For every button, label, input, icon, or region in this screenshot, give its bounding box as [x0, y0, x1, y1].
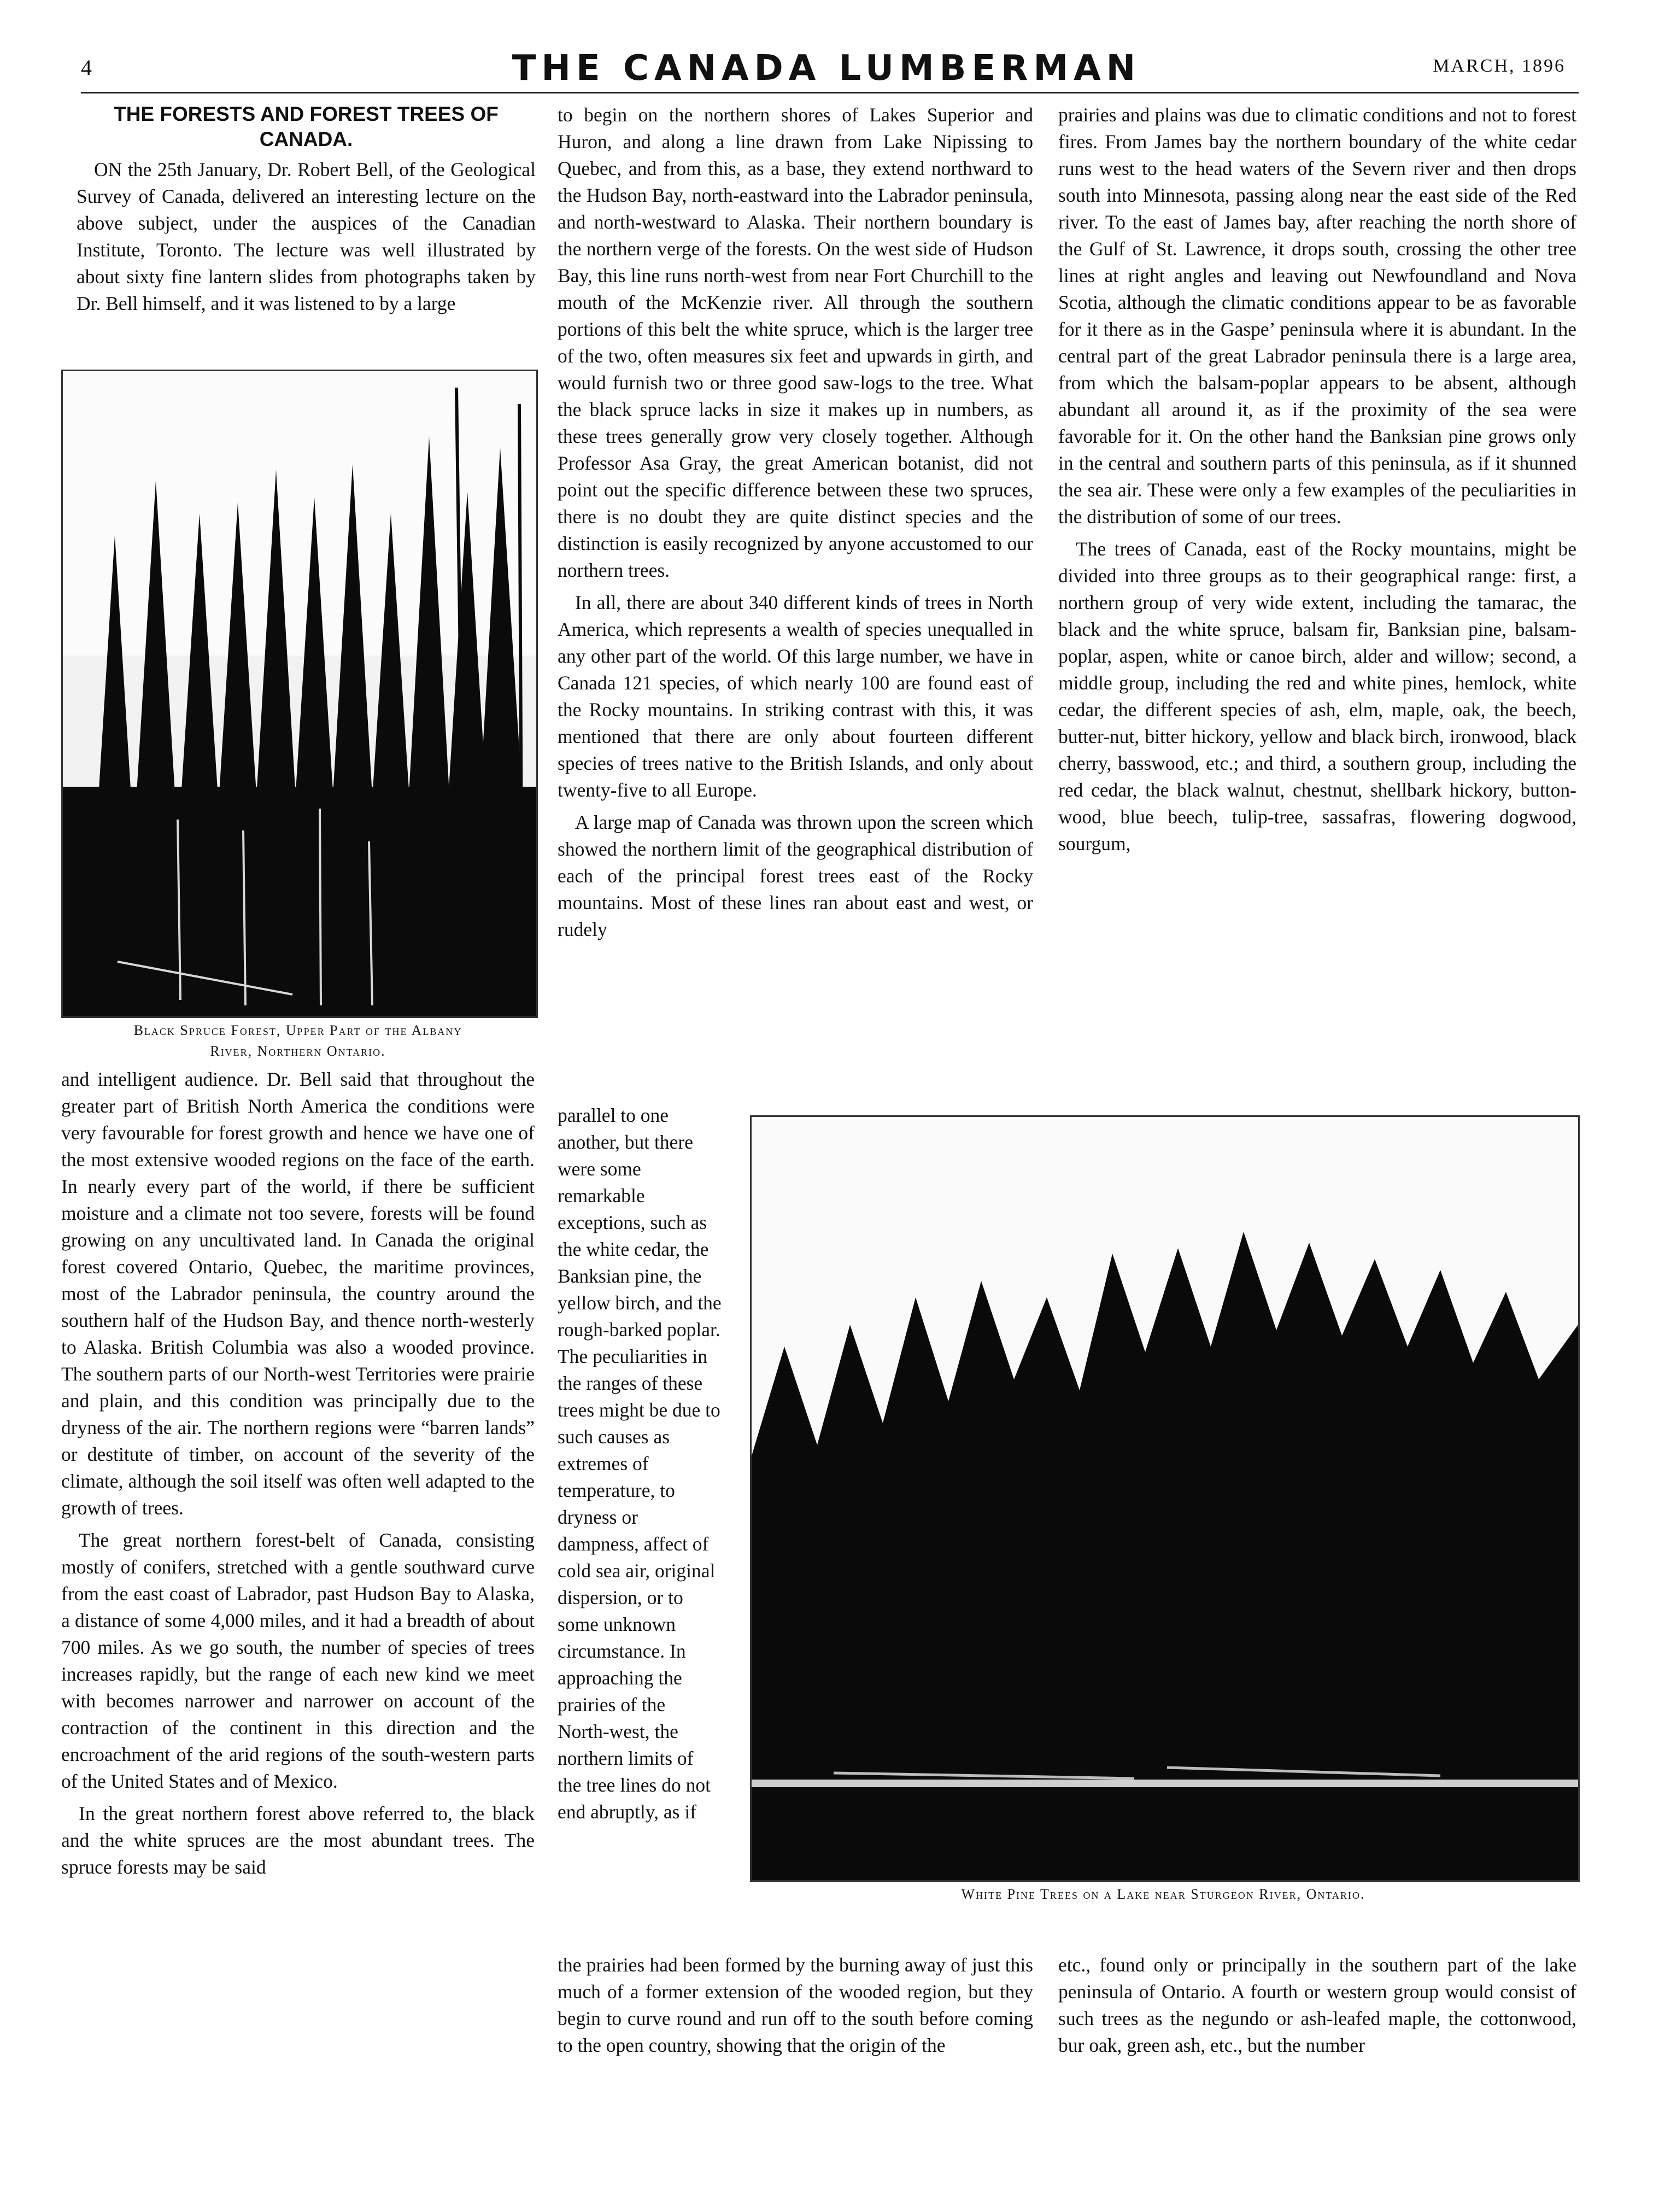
col2-paragraph-2: In all, there are about 340 different kinds of trees in North America, which represents a wealth of species unequalled in any other part of the world. Of this large number, we have in Canada 121 species, of which nearly 100 are found east of the Rocky mountains. In striking contrast with this, it was mentioned that there are only about fourteen different species of trees native to the British Islands, and only about twenty-five to all Europe. [558, 592, 1033, 801]
column-1-top [77, 102, 536, 317]
spruce-forest-illustration [63, 371, 536, 1016]
masthead: THE CANADA LUMBERMAN [512, 48, 1141, 89]
column-2-bottom [558, 1952, 1033, 2059]
col3-bottom-paragraph: etc., found only or principally in the southern part of the lake peninsula of Ontario. A fourth or western group would consist of such trees as the negundo or ash-leafed maple, the cottonwood, bur oak, green ash, etc., but the number [1058, 1954, 1576, 2056]
column-3-top [1058, 102, 1576, 857]
col2-bottom-paragraph: the prairies had been formed by the burning away of just this much of a former extension of the wooded region, but they begin to curve round and run off to the south before coming to the open country, showing that the origin of the [558, 1954, 1033, 2056]
col2-paragraph-3: A large map of Canada was thrown upon the screen which showed the northern limit of the geographical distribution of each of the principal forest trees east of the Rocky mountains. Most of these lines ran about east and west, or rudely [558, 811, 1033, 940]
page-number: 4 [81, 55, 92, 80]
col3-paragraph-2: The trees of Canada, east of the Rocky mountains, might be divided into three groups as to their geographical range: first, a northern group of very wide extent, including the tamarac, the black and the white spruce, balsam fir, Banksian pine, balsam-poplar, aspen, white or canoe birch, alder and willow; second, a middle group, including the red and white pines, hemlock, white cedar, the different species of ash, elm, maple, oak, the beech, butter-nut, bitter hickory, yellow and black birch, ironwood, black cherry, basswood, etc.; and third, a southern group, including the red cedar, the black walnut, chestnut, shellbark hickory, button-wood, blue beech, tulip-tree, sassafras, flowering dogwood, sourgum, [1058, 538, 1576, 855]
col1-paragraph-1: and intelligent audience. Dr. Bell said that throughout the greater part of British North America the conditions were very favourable for forest growth and hence we have one of the most extensive wooded regions on the face of the earth. In nearly every part of the world, if there be sufficient moisture and a climate not too severe, forests will be found growing on any uncultivated land. In Canada the original forest covered Ontario, Quebec, the maritime provinces, most of the Labrador peninsula, the country around the southern half of the Hudson Bay, and thence north-westerly to Alaska. British Columbia was also a wooded province. The southern parts of our North-west Territories were prairie and plain, and this condition was principally due to the dryness of the air. The northern regions were “barren lands” or destitute of timber, on account of the severity of the climate, although the soil itself was often well adapted to the growth of trees. [61, 1068, 535, 1519]
photo1-caption-line2: River, Northern Ontario. [210, 1043, 386, 1059]
column-2-narrow [558, 1102, 722, 1825]
photo1-caption [61, 1020, 535, 1062]
column-2-top [558, 102, 1033, 943]
column-3-bottom [1058, 1952, 1576, 2059]
column-1-bottom [61, 1066, 535, 1881]
col2-paragraph-1: to begin on the northern shores of Lakes Superior and Huron, and along a line drawn from Lake Nipissing to Quebec, and from this, as a base, they extend northward to the Hudson Bay, north-eastward into the Labrador peninsula, and north-westward to Alaska. Their northern boundary is the northern verge of the forests. On the west side of Hudson Bay, this line runs north-west from near Fort Churchill to the mouth of the McKenzie river. All through the southern portions of this belt the white spruce, which is the larger tree of the two, often measures six feet and upwards in girth, and would furnish two or three good saw-logs to the tree. What the black spruce lacks in size it makes up in numbers, as these trees generally grow very closely together. Although Professor Asa Gray, the great American botanist, did not point out the specific difference between these two spruces, there is no doubt they are quite distinct species and the distinction is easily recognized by anyone accustomed to our northern trees. [558, 104, 1033, 581]
photo2-caption: White Pine Trees on a Lake near Sturgeon River, Ontario. [961, 1886, 1365, 1902]
col1-paragraph-2: The great northern forest-belt of Canada, consisting mostly of conifers, stretched with a gentle southward curve from the east coast of Labrador, past Hudson Bay to Alaska, a distance of some 4,000 miles, and it had a breadth of about 700 miles. As we go south, the number of species of trees increases rapidly, but the range of each new kind we meet with becomes narrower and narrower on account of the contraction of the continent in this direction and the encroachment of the arid regions of the south-western parts of the United States and of Mexico. [61, 1529, 535, 1792]
photo1-caption-line1: Black Spruce Forest, Upper Part of the Albany [133, 1022, 462, 1038]
white-pine-illustration [752, 1117, 1578, 1880]
issue-date: MARCH, 1896 [1433, 56, 1566, 76]
header-rule [81, 92, 1579, 93]
intro-paragraph: ON the 25th January, Dr. Robert Bell, of the Geological Survey of Canada, delivered an interesting lecture on the above subject, under the auspices of the Canadian Institute, Toronto. The lecture was well illustrated by about sixty fine lantern slides from photographs taken by Dr. Bell himself, and it was listened to by a large [77, 159, 536, 314]
col2-narrow-paragraph: parallel to one another, but there were some remarkable exceptions, such as the white cedar, the Banksian pine, the yellow birch, and the rough-barked poplar. The peculiarities in the ranges of these trees might be due to such causes as extremes of temperature, to dryness or dampness, affect of cold sea air, original dispersion, or to some unknown circumstance. In approaching the prairies of the North-west, the northern limits of the tree lines do not end abruptly, as if [558, 1104, 722, 1823]
white-pine-lake-photo [750, 1115, 1580, 1882]
black-spruce-forest-photo [61, 370, 538, 1018]
col1-paragraph-3: In the great northern forest above referred to, the black and the white spruces are the most abundant trees. The spruce forests may be said [61, 1803, 535, 1878]
col3-paragraph-1: prairies and plains was due to climatic conditions and not to forest fires. From James bay the northern boundary of the white cedar runs west to the head waters of the Severn river and then drops south into Minnesota, passing along near the east side of the Red river. To the east of James bay, after reaching the north shore of the Gulf of St. Lawrence, it drops south, crossing the other tree lines at right angles and leaving out Newfoundland and Nova Scotia, although the climatic conditions appear to be as favorable for it there as in the Gaspe’ peninsula where it is abundant. In the central part of the great Labrador peninsula there is a large area, from which the balsam-poplar appears to be absent, although abundant all around it, as if the proximity of the sea were favorable for it. On the other hand the Banksian pine grows only in the central and southern parts of this peninsula, as if it shunned the sea air. These were only a few examples of the peculiarities in the distribution of some of our trees. [1058, 104, 1576, 528]
article-title: THE FORESTS AND FOREST TREES OF CANADA. [114, 103, 499, 150]
